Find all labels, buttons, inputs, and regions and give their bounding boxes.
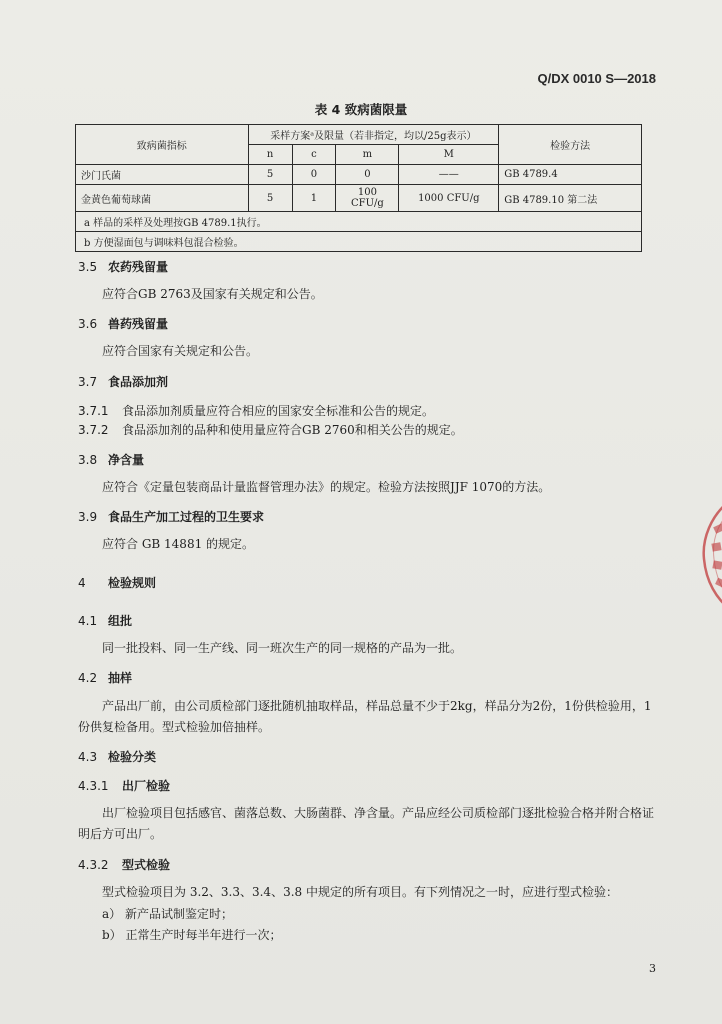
header-M: M (399, 145, 499, 165)
table-row (76, 165, 642, 185)
pathogen-limit-table (75, 124, 642, 252)
cell-method: GB 4789.10 第二法 (499, 185, 642, 212)
section-heading-4-3: 4.3 检验分类 (78, 750, 157, 764)
list-item: b） 正常生产时每半年进行一次； (102, 928, 282, 942)
cell-n: 5 (248, 165, 292, 185)
section-heading-3-9: 3.9 食品生产加工过程的卫生要求 (78, 510, 265, 524)
section-heading-4-3-1: 4.3.1 出厂检验 (78, 779, 171, 793)
header-n: n (248, 145, 292, 165)
header-m: m (336, 145, 399, 165)
section-text-4-3-1: 出厂检验项目包括感官、菌落总数、大肠菌群、净含量。产品应经公司质检部门逐批检验合格并附合格证明后方可出厂。 (78, 806, 655, 841)
section-text-4-2: 产品出厂前，由公司质检部门逐批随机抽取样品，样品总量不少于2kg，样品分为2份，1份供检验用，1份供复检备用。型式检验加倍抽样。 (78, 699, 652, 734)
list-item: a） 新产品试制鉴定时； (102, 907, 233, 921)
table-note-row (76, 232, 642, 252)
document-code: Q/DX 0010 S—2018 (537, 71, 656, 86)
table-caption: 表 4 致病菌限量 (314, 102, 408, 117)
header-method: 检验方法 (499, 125, 642, 165)
subsection-3-7-2: 3.7.2 食品添加剂的品种和使用量应符合GB 2760和相关公告的规定。 (78, 423, 463, 437)
cell-M: —— (399, 165, 499, 185)
cell-n: 5 (248, 185, 292, 212)
section-heading-3-8: 3.8 净含量 (78, 453, 145, 467)
section-text-4-3-2: 型式检验项目为 3.2、3.3、3.4、3.8 中规定的所有项目。有下列情况之一时，应进行型式检验： (102, 885, 618, 899)
table-header-row (76, 125, 642, 145)
section-heading-4-1: 4.1 组批 (78, 614, 133, 628)
table-row (76, 185, 642, 212)
cell-m: 0 (336, 165, 399, 185)
section-heading-3-5: 3.5 农药残留量 (78, 260, 169, 274)
cell-m: 100 CFU/g (336, 185, 399, 212)
section-text-3-8: 应符合《定量包装商品计量监督管理办法》的规定。检验方法按照JJF 1070的方法。 (102, 480, 551, 494)
section-heading-4-3-2: 4.3.2 型式检验 (78, 858, 171, 872)
header-sampling-plan: 采样方案ᵃ及限量（若非指定，均以/25g表示） (248, 125, 499, 145)
section-heading-3-6: 3.6 兽药残留量 (78, 317, 169, 331)
section-text-3-6: 应符合国家有关规定和公告。 (102, 344, 259, 358)
table-note-b: b 方便湿面包与调味料包混合检验。 (76, 232, 642, 252)
cell-name: 金黄色葡萄球菌 (76, 185, 249, 212)
cell-name: 沙门氏菌 (76, 165, 249, 185)
header-indicator: 致病菌指标 (76, 125, 249, 165)
table-note-a: a 样品的采样及处理按GB 4789.1执行。 (76, 212, 642, 232)
cell-c: 1 (292, 185, 336, 212)
section-heading-3-7: 3.7 食品添加剂 (78, 375, 169, 389)
subsection-3-7-1: 3.7.1 食品添加剂质量应符合相应的国家安全标准和公告的规定。 (78, 404, 435, 418)
section-text-4-1: 同一批投料、同一生产线、同一班次生产的同一规格的产品为一批。 (102, 641, 463, 655)
section-text-3-9: 应符合 GB 14881 的规定。 (102, 537, 255, 551)
table-note-row (76, 212, 642, 232)
cell-c: 0 (292, 165, 336, 185)
red-seal-stamp (692, 495, 722, 615)
cell-method: GB 4789.4 (499, 165, 642, 185)
chapter-heading-4: 4 检验规则 (78, 576, 157, 590)
header-c: c (292, 145, 336, 165)
section-text-3-5: 应符合GB 2763及国家有关规定和公告。 (102, 287, 323, 301)
page-number: 3 (649, 962, 656, 975)
cell-M: 1000 CFU/g (399, 185, 499, 212)
section-heading-4-2: 4.2 抽样 (78, 671, 133, 685)
